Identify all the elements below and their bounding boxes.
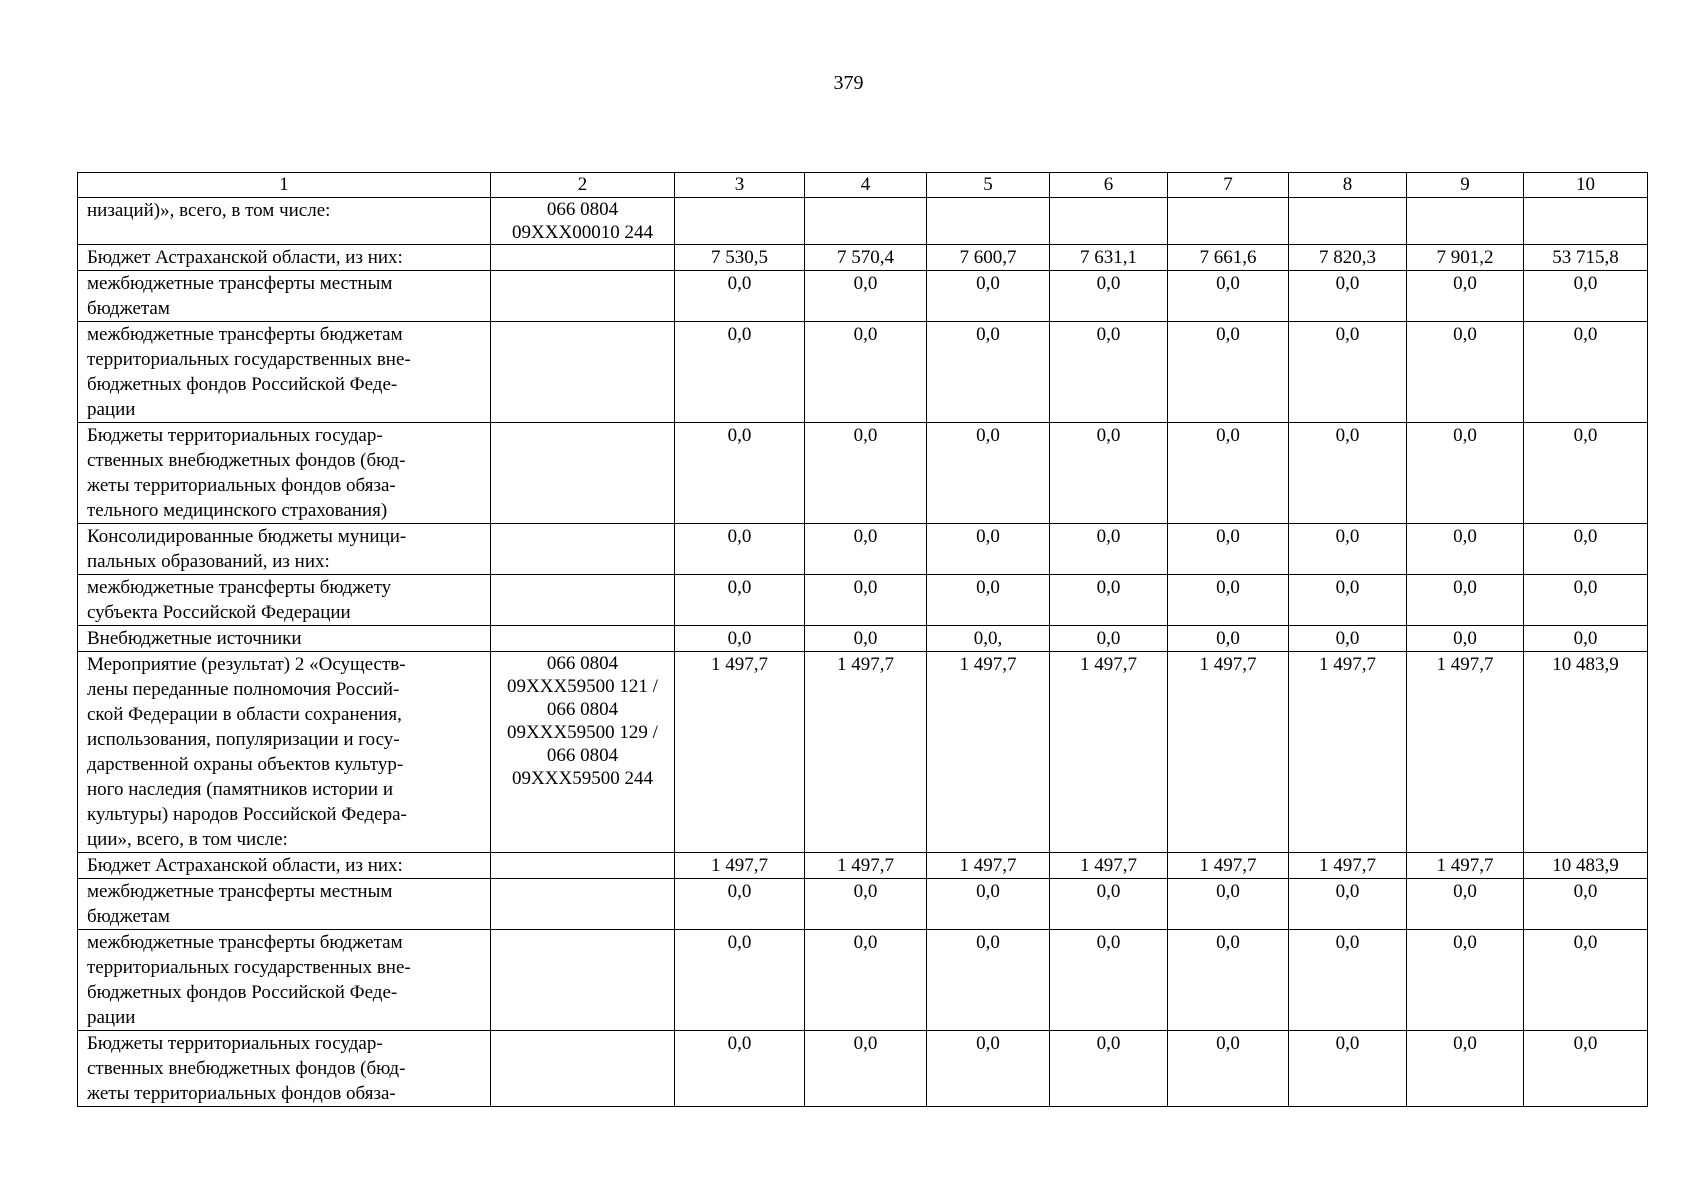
value-cell bbox=[927, 198, 1050, 245]
row-label-line: территориальных государственных вне- bbox=[87, 957, 411, 978]
value-cell: 0,0 bbox=[805, 626, 927, 652]
value-cell: 0,0 bbox=[1289, 626, 1407, 652]
value-cell: 0,0 bbox=[1524, 524, 1648, 575]
value-cell: 0,0 bbox=[927, 1031, 1050, 1107]
value-cell: 0,0 bbox=[1050, 322, 1168, 423]
value-cell: 1 497,7 bbox=[1050, 853, 1168, 879]
row-label-line: тельного медицинского страхования) bbox=[87, 500, 388, 521]
value-cell: 7 661,6 bbox=[1168, 245, 1289, 271]
value-cell: 1 497,7 bbox=[1407, 853, 1524, 879]
value-cell: 0,0 bbox=[927, 879, 1050, 930]
value-cell bbox=[675, 198, 805, 245]
value-cell: 0,0 bbox=[805, 271, 927, 322]
row-label-line: Бюджет Астраханской области, из них: bbox=[87, 855, 403, 876]
row-label-line: рации bbox=[87, 399, 136, 420]
row-label bbox=[78, 1031, 491, 1107]
budget-code: 066 0804 09ХХХ00010 244 bbox=[491, 198, 675, 245]
row-label-line: межбюджетные трансферты бюджету bbox=[87, 577, 392, 598]
row-label-line: бюджетных фондов Российской Феде- bbox=[87, 982, 398, 1003]
value-cell: 7 530,5 bbox=[675, 245, 805, 271]
value-cell: 0,0 bbox=[1289, 879, 1407, 930]
value-cell bbox=[1289, 198, 1407, 245]
value-cell: 0,0 bbox=[1407, 879, 1524, 930]
row-label-line: бюджетам bbox=[87, 906, 170, 927]
value-cell: 0,0 bbox=[1168, 322, 1289, 423]
value-cell: 0,0 bbox=[805, 1031, 927, 1107]
table-row bbox=[78, 626, 1648, 652]
row-label bbox=[78, 626, 491, 652]
row-label-line: межбюджетные трансферты бюджетам bbox=[87, 324, 403, 345]
column-header: 2 bbox=[491, 173, 675, 198]
value-cell: 0,0 bbox=[675, 423, 805, 524]
row-label-line: ственных внебюджетных фондов (бюд- bbox=[87, 450, 406, 471]
value-cell: 0,0 bbox=[1289, 575, 1407, 626]
value-cell: 0,0 bbox=[1050, 575, 1168, 626]
value-cell: 0,0 bbox=[1407, 626, 1524, 652]
value-cell: 0,0 bbox=[927, 524, 1050, 575]
value-cell: 0,0 bbox=[1524, 575, 1648, 626]
budget-code bbox=[491, 575, 675, 626]
row-label-line: Внебюджетные источники bbox=[87, 628, 302, 649]
budget-code bbox=[491, 271, 675, 322]
value-cell: 0,0 bbox=[1524, 930, 1648, 1031]
budget-code bbox=[491, 879, 675, 930]
value-cell: 0,0 bbox=[1168, 423, 1289, 524]
column-header: 1 bbox=[78, 173, 491, 198]
value-cell: 0,0 bbox=[927, 322, 1050, 423]
value-cell: 0,0 bbox=[1168, 930, 1289, 1031]
row-label-line: ного наследия (памятников истории и bbox=[87, 779, 393, 800]
value-cell: 0,0 bbox=[675, 879, 805, 930]
value-cell: 1 497,7 bbox=[1289, 853, 1407, 879]
value-cell: 0,0 bbox=[675, 930, 805, 1031]
value-cell: 0,0 bbox=[1050, 1031, 1168, 1107]
value-cell: 0,0 bbox=[1050, 524, 1168, 575]
value-cell: 1 497,7 bbox=[1050, 652, 1168, 853]
value-cell: 0,0 bbox=[1168, 626, 1289, 652]
value-cell: 0,0 bbox=[1168, 524, 1289, 575]
value-cell: 0,0 bbox=[805, 879, 927, 930]
value-cell bbox=[1050, 198, 1168, 245]
budget-code bbox=[491, 930, 675, 1031]
value-cell: 0,0 bbox=[1524, 1031, 1648, 1107]
row-label bbox=[78, 524, 491, 575]
value-cell: 0,0 bbox=[927, 575, 1050, 626]
row-label-line: ственных внебюджетных фондов (бюд- bbox=[87, 1058, 406, 1079]
row-label-line: ции», всего, в том числе: bbox=[87, 829, 288, 850]
value-cell: 0,0 bbox=[1524, 423, 1648, 524]
table-row bbox=[78, 853, 1648, 879]
row-label bbox=[78, 322, 491, 423]
column-header: 8 bbox=[1289, 173, 1407, 198]
budget-code bbox=[491, 626, 675, 652]
value-cell: 0,0 bbox=[805, 322, 927, 423]
value-cell bbox=[805, 198, 927, 245]
table-row bbox=[78, 322, 1648, 423]
row-label-line: жеты территориальных фондов обяза- bbox=[87, 475, 396, 496]
table-row bbox=[78, 198, 1648, 245]
value-cell: 0,0 bbox=[675, 271, 805, 322]
table-row bbox=[78, 524, 1648, 575]
value-cell bbox=[1168, 198, 1289, 245]
column-header: 3 bbox=[675, 173, 805, 198]
table-row bbox=[78, 423, 1648, 524]
row-label-line: Бюджет Астраханской области, из них: bbox=[87, 247, 403, 268]
row-label-line: бюджетных фондов Российской Феде- bbox=[87, 374, 398, 395]
value-cell: 1 497,7 bbox=[805, 652, 927, 853]
column-header: 6 bbox=[1050, 173, 1168, 198]
value-cell: 0,0 bbox=[927, 930, 1050, 1031]
budget-code bbox=[491, 322, 675, 423]
table-row bbox=[78, 1031, 1648, 1107]
value-cell: 0,0 bbox=[1289, 423, 1407, 524]
row-label-line: пальных образований, из них: bbox=[87, 551, 330, 572]
value-cell: 0,0 bbox=[1407, 322, 1524, 423]
value-cell: 0,0 bbox=[805, 524, 927, 575]
row-label-line: лены переданные полномочия Россий- bbox=[87, 679, 400, 700]
row-label bbox=[78, 853, 491, 879]
value-cell: 1 497,7 bbox=[1168, 652, 1289, 853]
value-cell: 0,0 bbox=[1050, 626, 1168, 652]
value-cell: 0,0 bbox=[675, 626, 805, 652]
value-cell bbox=[1407, 198, 1524, 245]
column-header: 5 bbox=[927, 173, 1050, 198]
value-cell: 0,0 bbox=[1407, 930, 1524, 1031]
value-cell: 0,0 bbox=[1050, 423, 1168, 524]
value-cell: 1 497,7 bbox=[675, 853, 805, 879]
value-cell: 0,0 bbox=[1289, 1031, 1407, 1107]
table-row bbox=[78, 930, 1648, 1031]
value-cell: 0,0 bbox=[1050, 930, 1168, 1031]
value-cell: 0,0 bbox=[1289, 524, 1407, 575]
value-cell: 1 497,7 bbox=[675, 652, 805, 853]
value-cell: 7 820,3 bbox=[1289, 245, 1407, 271]
value-cell: 0,0 bbox=[1168, 1031, 1289, 1107]
budget-code bbox=[491, 423, 675, 524]
row-label-line: межбюджетные трансферты местным bbox=[87, 273, 393, 294]
value-cell: 0,0 bbox=[1050, 271, 1168, 322]
value-cell: 0,0 bbox=[1524, 322, 1648, 423]
value-cell: 0,0 bbox=[1407, 575, 1524, 626]
value-cell: 0,0 bbox=[1407, 524, 1524, 575]
row-label-line: дарственной охраны объектов культур- bbox=[87, 754, 404, 775]
budget-code: 066 0804 09ХХХ59500 121 / 066 0804 09ХХХ59500 129 / 066 0804 09ХХХ59500 244 bbox=[491, 652, 675, 853]
page-number: 379 bbox=[833, 72, 864, 94]
row-label bbox=[78, 198, 491, 245]
row-label-line: использования, популяризации и госу- bbox=[87, 729, 400, 750]
value-cell: 0,0 bbox=[675, 575, 805, 626]
value-cell: 0,0, bbox=[927, 626, 1050, 652]
value-cell: 0,0 bbox=[675, 322, 805, 423]
table-row bbox=[78, 652, 1648, 853]
row-label-line: культуры) народов Российской Федера- bbox=[87, 804, 407, 825]
value-cell: 0,0 bbox=[675, 524, 805, 575]
value-cell: 0,0 bbox=[805, 575, 927, 626]
budget-code bbox=[491, 1031, 675, 1107]
value-cell: 0,0 bbox=[1289, 930, 1407, 1031]
budget-table bbox=[77, 172, 1648, 1107]
table-body bbox=[78, 198, 1648, 1107]
value-cell: 7 600,7 bbox=[927, 245, 1050, 271]
value-cell: 7 570,4 bbox=[805, 245, 927, 271]
budget-code bbox=[491, 524, 675, 575]
row-label-line: территориальных государственных вне- bbox=[87, 349, 411, 370]
table-row bbox=[78, 575, 1648, 626]
row-label-line: межбюджетные трансферты местным bbox=[87, 881, 393, 902]
value-cell: 0,0 bbox=[1407, 423, 1524, 524]
row-label-line: межбюджетные трансферты бюджетам bbox=[87, 932, 403, 953]
value-cell: 1 497,7 bbox=[805, 853, 927, 879]
value-cell: 0,0 bbox=[927, 271, 1050, 322]
value-cell: 0,0 bbox=[1524, 271, 1648, 322]
value-cell: 1 497,7 bbox=[1168, 853, 1289, 879]
value-cell: 0,0 bbox=[1407, 271, 1524, 322]
column-number-row bbox=[78, 173, 1648, 198]
column-header: 7 bbox=[1168, 173, 1289, 198]
value-cell: 0,0 bbox=[927, 423, 1050, 524]
value-cell: 0,0 bbox=[1168, 575, 1289, 626]
row-label-line: жеты территориальных фондов обяза- bbox=[87, 1083, 396, 1104]
value-cell bbox=[1524, 198, 1648, 245]
row-label bbox=[78, 423, 491, 524]
value-cell: 53 715,8 bbox=[1524, 245, 1648, 271]
row-label-line: Бюджеты территориальных государ- bbox=[87, 425, 383, 446]
row-label bbox=[78, 879, 491, 930]
value-cell: 1 497,7 bbox=[1289, 652, 1407, 853]
column-header: 10 bbox=[1524, 173, 1648, 198]
row-label-line: Консолидированные бюджеты муници- bbox=[87, 526, 407, 547]
row-label-line: ской Федерации в области сохранения, bbox=[87, 704, 402, 725]
value-cell: 7 901,2 bbox=[1407, 245, 1524, 271]
value-cell: 0,0 bbox=[805, 930, 927, 1031]
value-cell: 0,0 bbox=[1289, 322, 1407, 423]
row-label-line: рации bbox=[87, 1007, 136, 1028]
row-label-line: Бюджеты территориальных государ- bbox=[87, 1033, 383, 1054]
value-cell: 10 483,9 bbox=[1524, 853, 1648, 879]
value-cell: 0,0 bbox=[805, 423, 927, 524]
value-cell: 0,0 bbox=[1168, 271, 1289, 322]
table-row bbox=[78, 271, 1648, 322]
row-label bbox=[78, 245, 491, 271]
row-label-line: бюджетам bbox=[87, 298, 170, 319]
value-cell: 0,0 bbox=[1407, 1031, 1524, 1107]
row-label bbox=[78, 652, 491, 853]
value-cell: 1 497,7 bbox=[1407, 652, 1524, 853]
table-row bbox=[78, 879, 1648, 930]
row-label bbox=[78, 575, 491, 626]
budget-code bbox=[491, 245, 675, 271]
row-label-line: Мероприятие (результат) 2 «Осуществ- bbox=[87, 654, 406, 675]
budget-code bbox=[491, 853, 675, 879]
value-cell: 0,0 bbox=[675, 1031, 805, 1107]
value-cell: 0,0 bbox=[1289, 271, 1407, 322]
row-label bbox=[78, 930, 491, 1031]
value-cell: 0,0 bbox=[1524, 626, 1648, 652]
column-header: 9 bbox=[1407, 173, 1524, 198]
row-label bbox=[78, 271, 491, 322]
value-cell: 1 497,7 bbox=[927, 652, 1050, 853]
table-row bbox=[78, 245, 1648, 271]
row-label-line: низаций)», всего, в том числе: bbox=[87, 200, 331, 221]
value-cell: 1 497,7 bbox=[927, 853, 1050, 879]
value-cell: 0,0 bbox=[1168, 879, 1289, 930]
column-header: 4 bbox=[805, 173, 927, 198]
row-label-line: субъекта Российской Федерации bbox=[87, 602, 351, 623]
value-cell: 7 631,1 bbox=[1050, 245, 1168, 271]
value-cell: 0,0 bbox=[1050, 879, 1168, 930]
value-cell: 10 483,9 bbox=[1524, 652, 1648, 853]
value-cell: 0,0 bbox=[1524, 879, 1648, 930]
